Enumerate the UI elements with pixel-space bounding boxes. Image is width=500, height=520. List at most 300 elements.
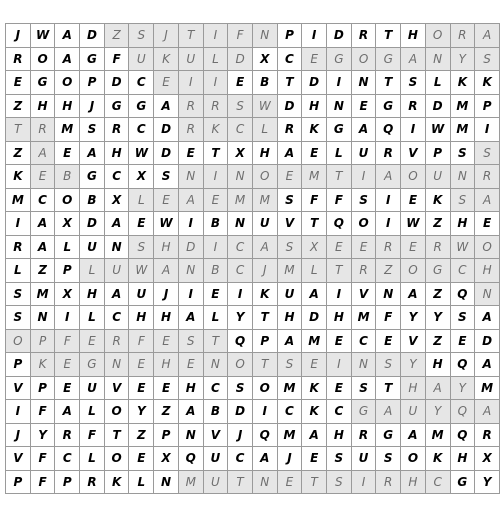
letter-cell[interactable]: S bbox=[228, 376, 253, 400]
letter-cell[interactable]: C bbox=[228, 235, 253, 259]
letter-cell[interactable]: S bbox=[80, 118, 105, 142]
letter-cell[interactable]: I bbox=[6, 212, 31, 236]
letter-cell[interactable]: G bbox=[327, 47, 352, 71]
letter-cell[interactable]: A bbox=[475, 24, 500, 48]
letter-cell[interactable]: E bbox=[129, 376, 154, 400]
letter-cell[interactable]: C bbox=[228, 259, 253, 283]
letter-cell[interactable]: G bbox=[425, 259, 450, 283]
letter-cell[interactable]: M bbox=[450, 118, 475, 142]
letter-cell[interactable]: A bbox=[252, 235, 277, 259]
letter-cell[interactable]: K bbox=[154, 47, 179, 71]
letter-cell[interactable]: E bbox=[80, 329, 105, 353]
letter-cell[interactable]: I bbox=[401, 118, 426, 142]
letter-cell[interactable]: M bbox=[277, 423, 302, 447]
letter-cell[interactable]: X bbox=[104, 188, 129, 212]
letter-cell[interactable]: G bbox=[80, 353, 105, 377]
letter-cell[interactable]: A bbox=[302, 423, 327, 447]
letter-cell[interactable]: M bbox=[30, 282, 55, 306]
letter-cell[interactable]: M bbox=[252, 188, 277, 212]
letter-cell[interactable]: R bbox=[376, 141, 401, 165]
letter-cell[interactable]: E bbox=[154, 188, 179, 212]
letter-cell[interactable]: P bbox=[252, 329, 277, 353]
letter-cell[interactable]: T bbox=[178, 24, 203, 48]
letter-cell[interactable]: N bbox=[228, 165, 253, 189]
letter-cell[interactable]: Z bbox=[425, 329, 450, 353]
letter-cell[interactable]: K bbox=[104, 470, 129, 494]
letter-cell[interactable]: G bbox=[80, 47, 105, 71]
letter-cell[interactable]: U bbox=[401, 400, 426, 424]
letter-cell[interactable]: C bbox=[351, 329, 376, 353]
letter-cell[interactable]: P bbox=[55, 470, 80, 494]
letter-cell[interactable]: S bbox=[129, 235, 154, 259]
letter-cell[interactable]: O bbox=[475, 235, 500, 259]
letter-cell[interactable]: U bbox=[277, 282, 302, 306]
letter-cell[interactable]: A bbox=[475, 353, 500, 377]
letter-cell[interactable]: N bbox=[104, 235, 129, 259]
letter-cell[interactable]: D bbox=[80, 212, 105, 236]
letter-cell[interactable]: E bbox=[129, 447, 154, 471]
letter-cell[interactable]: K bbox=[30, 353, 55, 377]
letter-cell[interactable]: L bbox=[327, 141, 352, 165]
letter-cell[interactable]: L bbox=[129, 188, 154, 212]
letter-cell[interactable]: Z bbox=[376, 259, 401, 283]
letter-cell[interactable]: V bbox=[6, 376, 31, 400]
letter-cell[interactable]: E bbox=[277, 470, 302, 494]
letter-cell[interactable]: F bbox=[55, 329, 80, 353]
letter-cell[interactable]: N bbox=[154, 470, 179, 494]
letter-cell[interactable]: R bbox=[475, 423, 500, 447]
letter-cell[interactable]: F bbox=[104, 47, 129, 71]
letter-cell[interactable]: H bbox=[327, 423, 352, 447]
letter-cell[interactable]: N bbox=[203, 353, 228, 377]
letter-cell[interactable]: E bbox=[203, 188, 228, 212]
letter-cell[interactable]: Z bbox=[104, 24, 129, 48]
letter-cell[interactable]: A bbox=[154, 94, 179, 118]
letter-cell[interactable]: I bbox=[178, 71, 203, 95]
letter-cell[interactable]: A bbox=[252, 447, 277, 471]
letter-cell[interactable]: B bbox=[203, 259, 228, 283]
letter-cell[interactable]: E bbox=[203, 282, 228, 306]
letter-cell[interactable]: D bbox=[327, 24, 352, 48]
letter-cell[interactable]: U bbox=[104, 259, 129, 283]
letter-cell[interactable]: L bbox=[80, 259, 105, 283]
letter-cell[interactable]: Y bbox=[228, 306, 253, 330]
letter-cell[interactable]: S bbox=[475, 47, 500, 71]
letter-cell[interactable]: F bbox=[376, 306, 401, 330]
letter-cell[interactable]: D bbox=[277, 94, 302, 118]
letter-cell[interactable]: I bbox=[203, 165, 228, 189]
letter-cell[interactable]: I bbox=[203, 71, 228, 95]
letter-cell[interactable]: M bbox=[475, 376, 500, 400]
letter-cell[interactable]: V bbox=[203, 423, 228, 447]
letter-cell[interactable]: S bbox=[351, 188, 376, 212]
letter-cell[interactable]: S bbox=[277, 235, 302, 259]
letter-cell[interactable]: R bbox=[30, 118, 55, 142]
letter-cell[interactable]: S bbox=[376, 447, 401, 471]
letter-cell[interactable]: G bbox=[80, 165, 105, 189]
letter-cell[interactable]: W bbox=[425, 118, 450, 142]
letter-cell[interactable]: X bbox=[154, 447, 179, 471]
letter-cell[interactable]: J bbox=[6, 24, 31, 48]
letter-cell[interactable]: N bbox=[30, 306, 55, 330]
letter-cell[interactable]: E bbox=[178, 141, 203, 165]
letter-cell[interactable]: E bbox=[376, 329, 401, 353]
letter-cell[interactable]: J bbox=[228, 423, 253, 447]
letter-cell[interactable]: B bbox=[203, 400, 228, 424]
letter-cell[interactable]: K bbox=[302, 400, 327, 424]
letter-cell[interactable]: X bbox=[302, 235, 327, 259]
letter-cell[interactable]: O bbox=[252, 165, 277, 189]
letter-cell[interactable]: X bbox=[475, 447, 500, 471]
letter-cell[interactable]: A bbox=[401, 282, 426, 306]
letter-cell[interactable]: T bbox=[203, 141, 228, 165]
letter-cell[interactable]: R bbox=[178, 118, 203, 142]
letter-cell[interactable]: E bbox=[302, 447, 327, 471]
letter-cell[interactable]: S bbox=[154, 165, 179, 189]
letter-cell[interactable]: O bbox=[425, 24, 450, 48]
letter-cell[interactable]: U bbox=[129, 282, 154, 306]
letter-cell[interactable]: A bbox=[104, 282, 129, 306]
letter-cell[interactable]: P bbox=[30, 376, 55, 400]
letter-cell[interactable]: T bbox=[376, 71, 401, 95]
letter-cell[interactable]: Q bbox=[178, 447, 203, 471]
letter-cell[interactable]: M bbox=[302, 165, 327, 189]
letter-cell[interactable]: T bbox=[302, 212, 327, 236]
letter-cell[interactable]: R bbox=[351, 24, 376, 48]
letter-cell[interactable]: Q bbox=[228, 329, 253, 353]
letter-cell[interactable]: X bbox=[252, 47, 277, 71]
letter-cell[interactable]: K bbox=[425, 447, 450, 471]
letter-cell[interactable]: O bbox=[401, 259, 426, 283]
letter-cell[interactable]: A bbox=[30, 235, 55, 259]
letter-cell[interactable]: E bbox=[351, 235, 376, 259]
letter-cell[interactable]: Q bbox=[450, 353, 475, 377]
letter-cell[interactable]: T bbox=[376, 24, 401, 48]
letter-cell[interactable]: L bbox=[55, 235, 80, 259]
letter-cell[interactable]: E bbox=[228, 71, 253, 95]
letter-cell[interactable]: G bbox=[351, 400, 376, 424]
letter-cell[interactable]: X bbox=[55, 212, 80, 236]
letter-cell[interactable]: S bbox=[475, 141, 500, 165]
letter-cell[interactable]: C bbox=[30, 188, 55, 212]
letter-cell[interactable]: D bbox=[302, 306, 327, 330]
letter-cell[interactable]: M bbox=[178, 470, 203, 494]
letter-cell[interactable]: C bbox=[327, 400, 352, 424]
letter-cell[interactable]: T bbox=[327, 165, 352, 189]
letter-cell[interactable]: T bbox=[104, 423, 129, 447]
letter-cell[interactable]: I bbox=[55, 306, 80, 330]
letter-cell[interactable]: L bbox=[302, 259, 327, 283]
letter-cell[interactable]: K bbox=[475, 71, 500, 95]
letter-cell[interactable]: R bbox=[178, 94, 203, 118]
letter-cell[interactable]: G bbox=[129, 94, 154, 118]
letter-cell[interactable]: C bbox=[228, 118, 253, 142]
letter-cell[interactable]: S bbox=[450, 141, 475, 165]
letter-cell[interactable]: D bbox=[104, 71, 129, 95]
letter-cell[interactable]: K bbox=[302, 118, 327, 142]
letter-cell[interactable]: E bbox=[129, 212, 154, 236]
letter-cell[interactable]: G bbox=[327, 118, 352, 142]
letter-cell[interactable]: Y bbox=[401, 353, 426, 377]
letter-cell[interactable]: L bbox=[80, 447, 105, 471]
letter-cell[interactable]: P bbox=[55, 259, 80, 283]
letter-cell[interactable]: F bbox=[80, 423, 105, 447]
letter-cell[interactable]: T bbox=[6, 118, 31, 142]
letter-cell[interactable]: V bbox=[6, 447, 31, 471]
letter-cell[interactable]: B bbox=[252, 71, 277, 95]
letter-cell[interactable]: P bbox=[277, 24, 302, 48]
letter-cell[interactable]: I bbox=[302, 24, 327, 48]
letter-cell[interactable]: L bbox=[80, 400, 105, 424]
letter-cell[interactable]: R bbox=[104, 118, 129, 142]
letter-cell[interactable]: O bbox=[55, 71, 80, 95]
letter-cell[interactable]: O bbox=[104, 447, 129, 471]
letter-cell[interactable]: L bbox=[6, 259, 31, 283]
letter-cell[interactable]: N bbox=[178, 165, 203, 189]
letter-cell[interactable]: S bbox=[450, 188, 475, 212]
letter-cell[interactable]: X bbox=[228, 141, 253, 165]
letter-cell[interactable]: Z bbox=[6, 141, 31, 165]
letter-cell[interactable]: S bbox=[6, 306, 31, 330]
letter-cell[interactable]: S bbox=[6, 282, 31, 306]
letter-cell[interactable]: L bbox=[80, 306, 105, 330]
letter-cell[interactable]: R bbox=[450, 24, 475, 48]
letter-cell[interactable]: B bbox=[55, 165, 80, 189]
letter-cell[interactable]: U bbox=[129, 47, 154, 71]
letter-cell[interactable]: H bbox=[154, 235, 179, 259]
letter-cell[interactable]: A bbox=[401, 423, 426, 447]
letter-cell[interactable]: Z bbox=[6, 94, 31, 118]
letter-cell[interactable]: O bbox=[401, 165, 426, 189]
letter-cell[interactable]: N bbox=[228, 212, 253, 236]
letter-cell[interactable]: S bbox=[401, 71, 426, 95]
letter-cell[interactable]: M bbox=[277, 259, 302, 283]
letter-cell[interactable]: H bbox=[104, 141, 129, 165]
letter-cell[interactable]: S bbox=[277, 188, 302, 212]
letter-cell[interactable]: F bbox=[129, 329, 154, 353]
letter-cell[interactable]: D bbox=[80, 24, 105, 48]
letter-cell[interactable]: S bbox=[228, 94, 253, 118]
letter-cell[interactable]: V bbox=[401, 141, 426, 165]
letter-cell[interactable]: A bbox=[475, 188, 500, 212]
letter-cell[interactable]: V bbox=[401, 329, 426, 353]
letter-cell[interactable]: I bbox=[327, 282, 352, 306]
letter-cell[interactable]: N bbox=[376, 282, 401, 306]
letter-cell[interactable]: S bbox=[376, 353, 401, 377]
letter-cell[interactable]: Q bbox=[252, 423, 277, 447]
letter-cell[interactable]: N bbox=[178, 423, 203, 447]
letter-cell[interactable]: T bbox=[252, 306, 277, 330]
letter-cell[interactable]: H bbox=[178, 376, 203, 400]
letter-cell[interactable]: F bbox=[327, 188, 352, 212]
letter-cell[interactable]: O bbox=[351, 47, 376, 71]
letter-cell[interactable]: J bbox=[154, 24, 179, 48]
letter-cell[interactable]: E bbox=[302, 141, 327, 165]
letter-cell[interactable]: H bbox=[327, 306, 352, 330]
letter-cell[interactable]: C bbox=[55, 447, 80, 471]
letter-cell[interactable]: I bbox=[327, 71, 352, 95]
letter-cell[interactable]: H bbox=[401, 24, 426, 48]
letter-cell[interactable]: H bbox=[154, 353, 179, 377]
letter-cell[interactable]: E bbox=[401, 188, 426, 212]
letter-cell[interactable]: M bbox=[302, 329, 327, 353]
letter-cell[interactable]: D bbox=[154, 118, 179, 142]
letter-cell[interactable]: K bbox=[6, 165, 31, 189]
letter-cell[interactable]: S bbox=[129, 24, 154, 48]
letter-cell[interactable]: E bbox=[30, 165, 55, 189]
letter-cell[interactable]: G bbox=[450, 470, 475, 494]
letter-cell[interactable]: A bbox=[55, 400, 80, 424]
letter-cell[interactable]: H bbox=[30, 94, 55, 118]
letter-cell[interactable]: I bbox=[327, 353, 352, 377]
letter-cell[interactable]: C bbox=[104, 306, 129, 330]
letter-cell[interactable]: W bbox=[450, 235, 475, 259]
letter-cell[interactable]: S bbox=[277, 353, 302, 377]
letter-cell[interactable]: C bbox=[277, 400, 302, 424]
letter-cell[interactable]: L bbox=[425, 71, 450, 95]
letter-cell[interactable]: I bbox=[376, 212, 401, 236]
letter-cell[interactable]: W bbox=[129, 259, 154, 283]
letter-cell[interactable]: G bbox=[376, 94, 401, 118]
letter-cell[interactable]: U bbox=[203, 470, 228, 494]
letter-cell[interactable]: E bbox=[55, 376, 80, 400]
letter-cell[interactable]: D bbox=[228, 47, 253, 71]
letter-cell[interactable]: M bbox=[6, 188, 31, 212]
letter-cell[interactable]: C bbox=[203, 376, 228, 400]
letter-cell[interactable]: L bbox=[203, 306, 228, 330]
letter-cell[interactable]: R bbox=[351, 259, 376, 283]
letter-cell[interactable]: N bbox=[252, 24, 277, 48]
letter-cell[interactable]: I bbox=[203, 24, 228, 48]
letter-cell[interactable]: J bbox=[252, 259, 277, 283]
letter-cell[interactable]: R bbox=[277, 118, 302, 142]
letter-cell[interactable]: X bbox=[55, 282, 80, 306]
letter-cell[interactable]: H bbox=[154, 306, 179, 330]
letter-cell[interactable]: P bbox=[475, 94, 500, 118]
letter-cell[interactable]: E bbox=[154, 376, 179, 400]
letter-cell[interactable]: Y bbox=[129, 400, 154, 424]
letter-cell[interactable]: L bbox=[129, 470, 154, 494]
letter-cell[interactable]: A bbox=[376, 400, 401, 424]
letter-cell[interactable]: B bbox=[80, 188, 105, 212]
letter-cell[interactable]: S bbox=[327, 470, 352, 494]
letter-cell[interactable]: D bbox=[228, 400, 253, 424]
letter-cell[interactable]: S bbox=[351, 376, 376, 400]
letter-cell[interactable]: P bbox=[425, 141, 450, 165]
letter-cell[interactable]: T bbox=[302, 470, 327, 494]
letter-cell[interactable]: G bbox=[104, 94, 129, 118]
letter-cell[interactable]: R bbox=[401, 94, 426, 118]
letter-cell[interactable]: H bbox=[401, 470, 426, 494]
letter-cell[interactable]: D bbox=[475, 329, 500, 353]
letter-cell[interactable]: J bbox=[80, 94, 105, 118]
letter-cell[interactable]: E bbox=[178, 353, 203, 377]
letter-cell[interactable]: E bbox=[351, 94, 376, 118]
letter-cell[interactable]: K bbox=[425, 188, 450, 212]
letter-cell[interactable]: R bbox=[475, 165, 500, 189]
letter-cell[interactable]: G bbox=[30, 71, 55, 95]
letter-cell[interactable]: Y bbox=[425, 400, 450, 424]
letter-cell[interactable]: C bbox=[425, 470, 450, 494]
letter-cell[interactable]: S bbox=[450, 306, 475, 330]
letter-cell[interactable]: K bbox=[302, 376, 327, 400]
letter-cell[interactable]: R bbox=[80, 470, 105, 494]
letter-cell[interactable]: H bbox=[302, 94, 327, 118]
letter-cell[interactable]: Y bbox=[30, 423, 55, 447]
letter-cell[interactable]: W bbox=[252, 94, 277, 118]
letter-cell[interactable]: F bbox=[30, 447, 55, 471]
letter-cell[interactable]: D bbox=[302, 71, 327, 95]
letter-cell[interactable]: M bbox=[228, 188, 253, 212]
letter-cell[interactable]: P bbox=[30, 329, 55, 353]
letter-cell[interactable]: I bbox=[178, 212, 203, 236]
letter-cell[interactable]: Y bbox=[450, 376, 475, 400]
letter-cell[interactable]: O bbox=[6, 329, 31, 353]
letter-cell[interactable]: M bbox=[425, 423, 450, 447]
letter-cell[interactable]: Y bbox=[450, 47, 475, 71]
letter-cell[interactable]: R bbox=[203, 94, 228, 118]
letter-cell[interactable]: O bbox=[252, 376, 277, 400]
letter-cell[interactable]: U bbox=[178, 47, 203, 71]
letter-cell[interactable]: G bbox=[376, 47, 401, 71]
letter-cell[interactable]: C bbox=[129, 71, 154, 95]
letter-cell[interactable]: D bbox=[178, 235, 203, 259]
letter-cell[interactable]: I bbox=[178, 282, 203, 306]
letter-cell[interactable]: R bbox=[376, 470, 401, 494]
letter-cell[interactable]: I bbox=[351, 470, 376, 494]
letter-cell[interactable]: W bbox=[129, 141, 154, 165]
letter-cell[interactable]: J bbox=[6, 423, 31, 447]
letter-cell[interactable]: J bbox=[277, 447, 302, 471]
letter-cell[interactable]: T bbox=[277, 71, 302, 95]
letter-cell[interactable]: F bbox=[30, 400, 55, 424]
letter-cell[interactable]: E bbox=[450, 329, 475, 353]
letter-cell[interactable]: C bbox=[129, 118, 154, 142]
letter-cell[interactable]: P bbox=[6, 353, 31, 377]
letter-cell[interactable]: Q bbox=[376, 118, 401, 142]
letter-cell[interactable]: U bbox=[351, 141, 376, 165]
letter-cell[interactable]: R bbox=[55, 423, 80, 447]
letter-cell[interactable]: A bbox=[376, 165, 401, 189]
letter-cell[interactable]: D bbox=[154, 141, 179, 165]
letter-cell[interactable]: V bbox=[104, 376, 129, 400]
letter-cell[interactable]: E bbox=[154, 71, 179, 95]
letter-cell[interactable]: Y bbox=[425, 306, 450, 330]
letter-cell[interactable]: U bbox=[203, 447, 228, 471]
letter-cell[interactable]: H bbox=[475, 259, 500, 283]
letter-cell[interactable]: T bbox=[376, 376, 401, 400]
letter-cell[interactable]: A bbox=[401, 47, 426, 71]
letter-cell[interactable]: I bbox=[6, 400, 31, 424]
letter-cell[interactable]: E bbox=[327, 235, 352, 259]
letter-cell[interactable]: B bbox=[203, 212, 228, 236]
letter-cell[interactable]: N bbox=[450, 165, 475, 189]
letter-cell[interactable]: F bbox=[228, 24, 253, 48]
letter-cell[interactable]: O bbox=[55, 188, 80, 212]
letter-cell[interactable]: A bbox=[104, 212, 129, 236]
letter-cell[interactable]: A bbox=[475, 400, 500, 424]
letter-cell[interactable]: O bbox=[351, 212, 376, 236]
letter-cell[interactable]: M bbox=[277, 376, 302, 400]
letter-cell[interactable]: V bbox=[351, 282, 376, 306]
letter-cell[interactable]: H bbox=[55, 94, 80, 118]
letter-cell[interactable]: C bbox=[104, 165, 129, 189]
letter-cell[interactable]: F bbox=[30, 470, 55, 494]
letter-cell[interactable]: P bbox=[80, 71, 105, 95]
letter-cell[interactable]: E bbox=[55, 353, 80, 377]
letter-cell[interactable]: E bbox=[277, 165, 302, 189]
letter-cell[interactable]: Z bbox=[154, 400, 179, 424]
